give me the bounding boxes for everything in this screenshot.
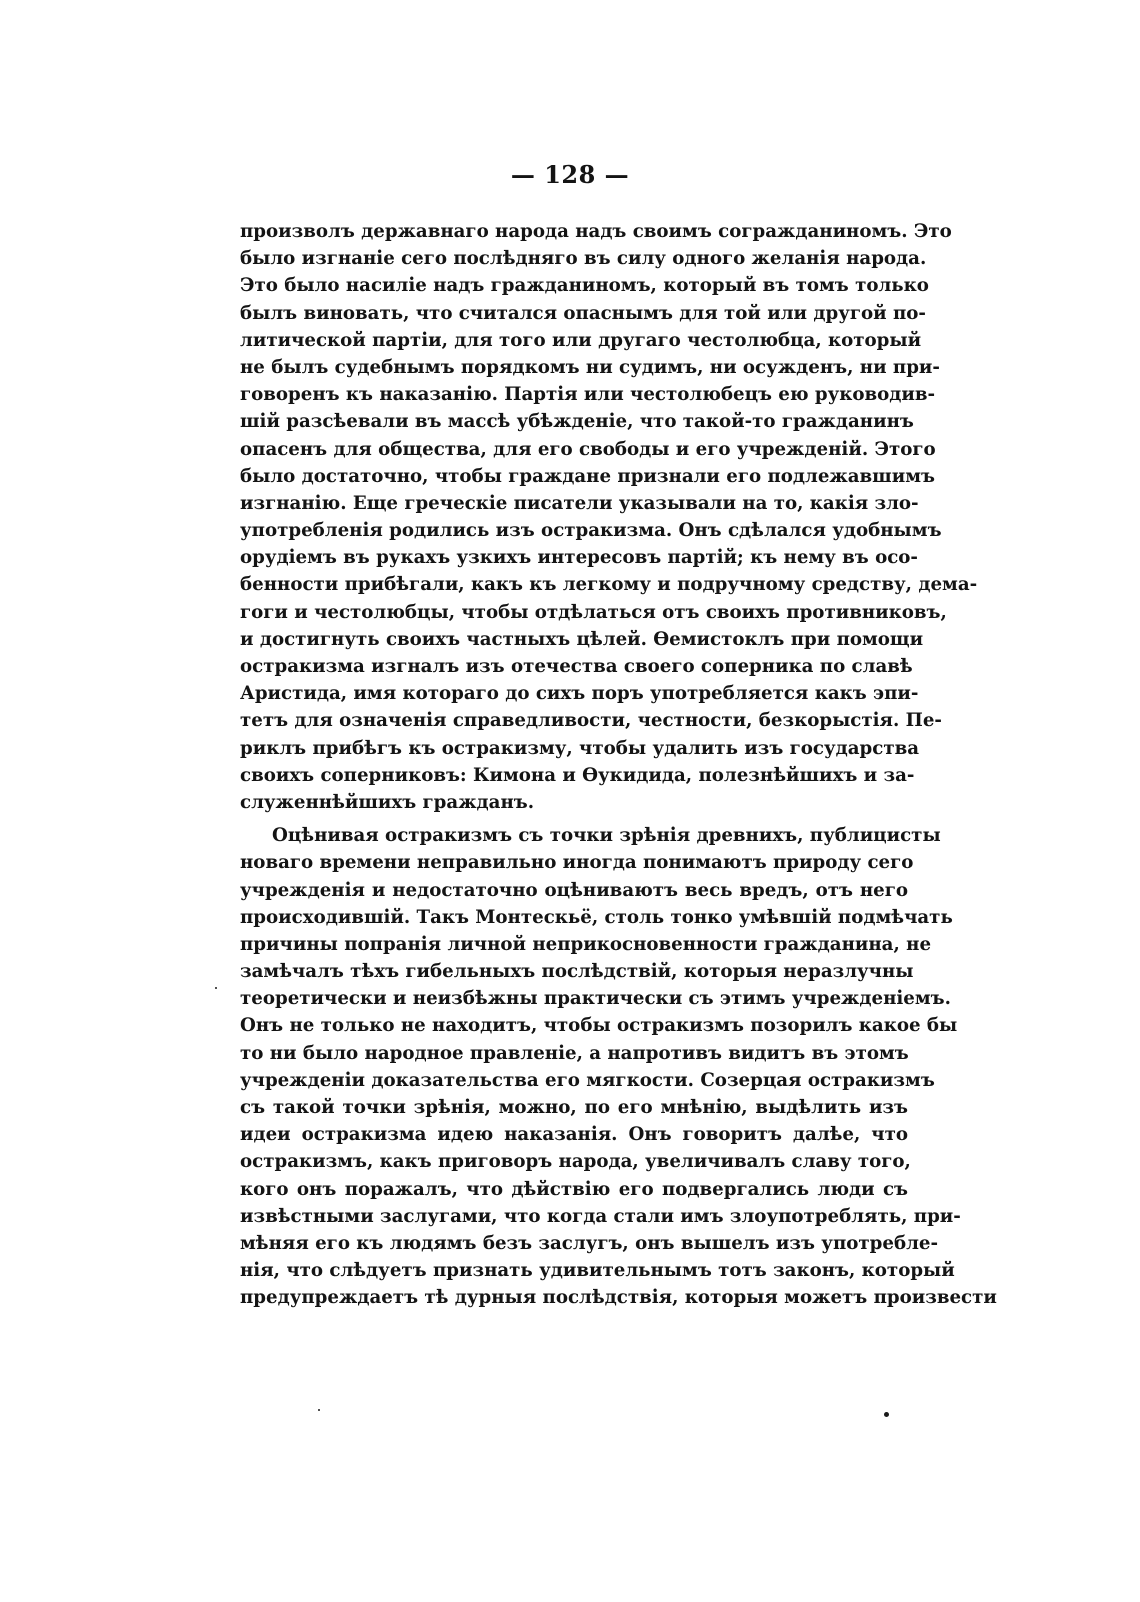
text-line: было изгнаніе сего послѣдняго въ силу одного желанія народа. bbox=[240, 248, 927, 270]
text-line: нія, что слѣдуетъ признать удивительнымъ тотъ законъ, который bbox=[240, 1260, 955, 1282]
text-line: причины попранія личной неприкосновенности гражданина, не bbox=[240, 933, 932, 955]
text-line: замѣчалъ тѣхъ гибельныхъ послѣдствій, которыя неразлучны bbox=[240, 961, 914, 983]
text-line: предупреждаетъ тѣ дурныя послѣдствія, которыя можетъ произвести bbox=[240, 1287, 997, 1309]
text-line: извѣстными заслугами, что когда стали имъ злоупотреблять, при- bbox=[240, 1205, 961, 1227]
print-speck bbox=[215, 987, 217, 989]
text-line: бенности прибѣгали, какъ къ легкому и подручному средству, дема- bbox=[240, 574, 978, 596]
text-line: не былъ судебнымъ порядкомъ ни судимъ, ни осужденъ, ни при- bbox=[240, 356, 940, 378]
text-line: шій разсѣевали въ массѣ убѣжденіе, что такой-то гражданинъ bbox=[240, 411, 914, 433]
text-line: учрежденія и недостаточно оцѣниваютъ весь вредъ, отъ него bbox=[240, 879, 908, 901]
text-line: риклъ прибѣгъ къ остракизму, чтобы удалить изъ государства bbox=[240, 737, 920, 759]
text-line: былъ виновать, что считался опаснымъ для той или другой по- bbox=[240, 302, 926, 324]
paragraph bbox=[240, 822, 997, 1311]
print-speck bbox=[318, 1409, 320, 1411]
text-line: и достигнуть своихъ частныхъ цѣлей. Ѳемистоклъ при помощи bbox=[240, 628, 924, 650]
text-line: своихъ соперниковъ: Кимона и Ѳукидида, полезнѣйшихъ и за- bbox=[240, 764, 915, 786]
text-line: было достаточно, чтобы граждане признали его подлежавшимъ bbox=[240, 465, 935, 487]
text-line: опасенъ для общества, для его свободы и его учрежденій. Этого bbox=[240, 438, 936, 460]
text-line: Аристида, имя котораго до сихъ поръ употребляется какъ эпи- bbox=[240, 683, 919, 705]
text-line: происходившій. Такъ Монтескьё, столь тонко умѣвшій подмѣчать bbox=[240, 906, 953, 928]
print-speck bbox=[884, 1412, 889, 1417]
text-line: употребленія родились изъ остракизма. Онъ сдѣлался удобнымъ bbox=[240, 520, 942, 542]
text-line: новаго времени неправильно иногда понимаютъ природу сего bbox=[240, 852, 914, 874]
text-line: идеи остракизма идею наказанія. Онъ говоритъ далѣе, что bbox=[240, 1124, 908, 1146]
text-line: говоренъ къ наказанію. Партія или честолюбецъ ею руководив- bbox=[240, 384, 936, 406]
text-line: произволъ державнаго народа надъ своимъ согражданиномъ. Это bbox=[240, 221, 952, 242]
text-line: Это было насиліе надъ гражданиномъ, который въ томъ только bbox=[240, 275, 929, 297]
text-line: изгнанію. Еще греческіе писатели указывали на то, какія зло- bbox=[240, 492, 919, 514]
text-line: служеннѣйшихъ гражданъ. bbox=[240, 791, 535, 813]
text-line: то ни было народное правленіе, а напротивъ видитъ въ этомъ bbox=[240, 1042, 909, 1064]
text-line: теоретически и неизбѣжны практически съ этимъ учрежденіемъ. bbox=[240, 988, 951, 1010]
text-line: Оцѣнивая остракизмъ съ точки зрѣнія древнихъ, публицисты bbox=[272, 825, 941, 847]
body-text bbox=[240, 218, 997, 1312]
page-number: — 128 — bbox=[510, 160, 630, 189]
text-line: кого онъ поражалъ, что дѣйствію его подвергались люди съ bbox=[240, 1178, 908, 1200]
paragraph bbox=[240, 218, 978, 816]
text-line: гоги и честолюбцы, чтобы отдѣлаться отъ своихъ противниковъ, bbox=[240, 601, 947, 623]
text-line: орудіемъ въ рукахъ узкихъ интересовъ партій; къ нему въ осо- bbox=[240, 547, 918, 569]
text-line: Онъ не только не находитъ, чтобы остракизмъ позорилъ какое бы bbox=[240, 1015, 958, 1037]
text-line: мѣняя его къ людямъ безъ заслугъ, онъ вышелъ изъ употребле- bbox=[240, 1232, 939, 1254]
text-line: остракизмъ, какъ приговоръ народа, увеличивалъ славу того, bbox=[240, 1151, 911, 1173]
text-line: учрежденіи доказательства его мягкости. Созерцая остракизмъ bbox=[240, 1069, 935, 1091]
text-line: остракизма изгналъ изъ отечества своего соперника по славѣ bbox=[240, 656, 913, 677]
text-line: съ такой точки зрѣнія, можно, по его мнѣнію, выдѣлить изъ bbox=[240, 1097, 908, 1118]
text-line: тетъ для означенія справедливости, честности, безкорыстія. Пе- bbox=[240, 710, 942, 732]
text-line: литической партіи, для того или другаго честолюбца, который bbox=[240, 329, 922, 351]
